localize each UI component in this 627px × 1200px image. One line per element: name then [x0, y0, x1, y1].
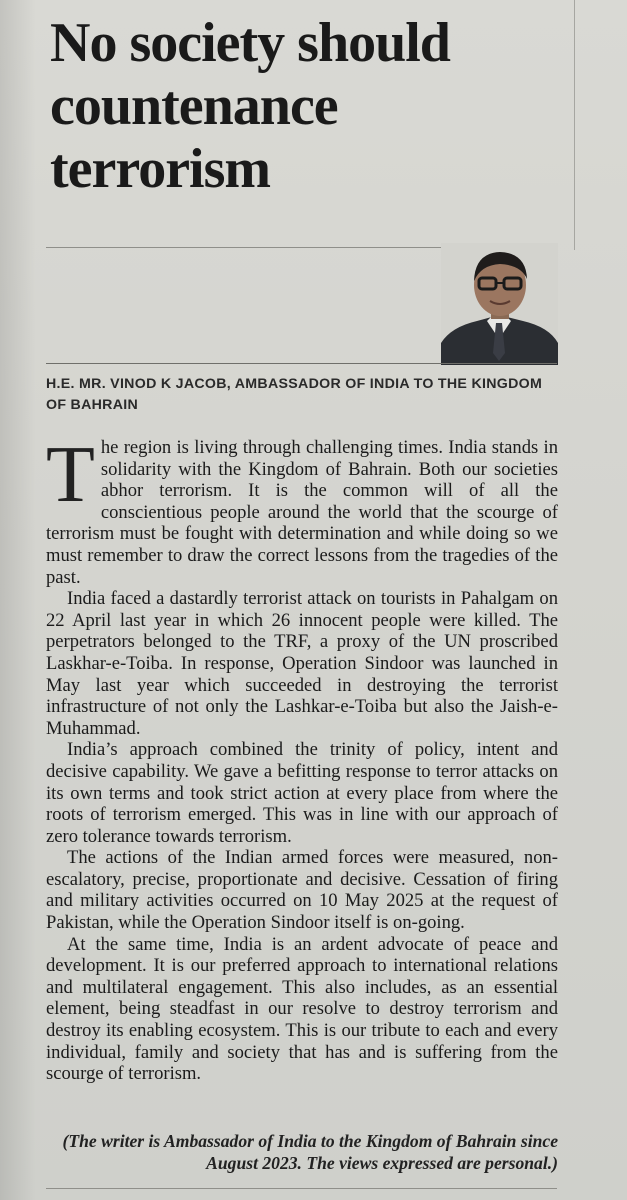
article-paragraph: India faced a dastardly terrorist attack on tourists in Pahalgam on 22 April last year in which 26 innocent people were killed. The perpetrators belonged to the TRF, a proxy of the UN proscribed Laskhar-e-Toiba. In response, Operation Sindoor was launched in May last year which succeeded in destroying the terrorist infrastructure of not only the Lashkar-e-Toiba but also the Jaish-e-Muhammad.: [46, 588, 558, 739]
author-photo: [441, 243, 558, 365]
rule-under-photo: [46, 363, 557, 364]
article-paragraph: [46, 431, 558, 588]
article-paragraph: India’s approach combined the trinity of policy, intent and decisive capability. We gave a befitting response to terror attacks on its own terms and took strict action at every place from where the roots of terrorism emerged. This was in line with our approach of zero tolerance towards terrorism.: [46, 739, 558, 847]
paragraph-text: he region is living through challenging times. India stands in solidarity with the Kingdom of Bahrain. Both our societies abhor terrorism. It is the common will of all the conscientious people around the world that the scourge of terrorism must be fought with determination and while doing so we must remember to draw the correct lessons from the tragedies of the past.: [46, 437, 558, 588]
column-divider: [574, 0, 575, 250]
article-body: [46, 431, 558, 1085]
headline: No society should countenance terrorism: [50, 12, 450, 200]
page-fold-shadow: [0, 0, 36, 1200]
author-note: (The writer is Ambassador of India to the Kingdom of Bahrain since August 2023. The views expressed are personal.): [62, 1131, 558, 1173]
rule-bottom: [46, 1188, 557, 1189]
drop-cap: T: [46, 431, 95, 519]
article-paragraph: At the same time, India is an ardent advocate of peace and development. It is our preferred approach to international relations and multilateral engagement. This also includes, as an essential element, being steadfast in our resolve to destroy terrorism and destroy its enabling ecosystem. This is our tribute to each and every individual, family and society that has and is suffering from the scourge of terrorism.: [46, 933, 558, 1085]
byline: H.E. MR. VINOD K JACOB, AMBASSADOR OF INDIA TO THE KINGDOM OF BAHRAIN: [46, 376, 543, 413]
adjacent-column-bleed: [585, 8, 627, 228]
article-paragraph: The actions of the Indian armed forces were measured, non-escalatory, precise, proportionate and decisive. Cessation of firing and military activities occurred on 10 May 2025 at the request of Pakistan, while the Operation Sindoor itself is on-going.: [46, 847, 558, 934]
